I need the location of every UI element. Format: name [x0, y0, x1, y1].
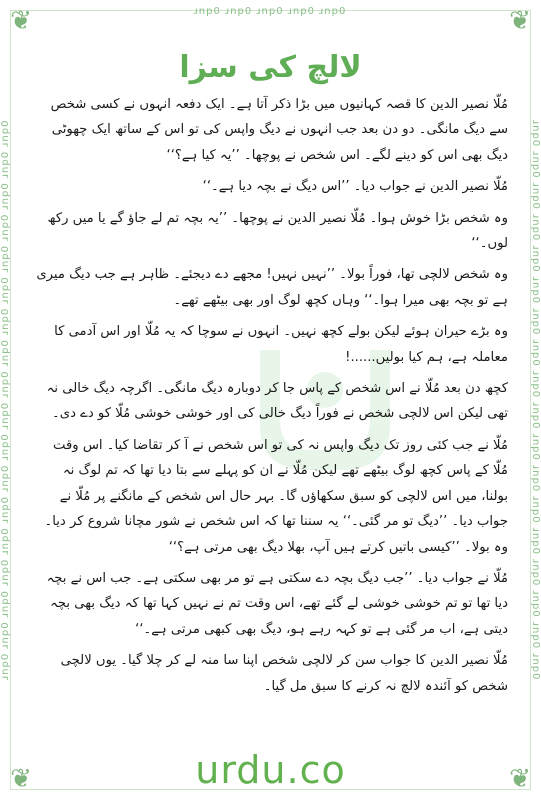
border-pattern-top: ɹnp0 ɹnp0 ɹnp0 ɹnp0 ɹnp0: [193, 6, 347, 17]
paragraph: مُلّا نصیر الدین کا جواب سن کر لالچی شخص اپنا سا منہ لے کر چلا گیا۔ یوں لالچی شخص کو آئندہ لالچ نہ کرنے کا سبق مل گیا۔: [60, 653, 508, 694]
corner-ornament-icon: ❦: [509, 764, 531, 794]
paragraph: وہ بڑے حیران ہوئے لیکن بولے کچھ نہیں۔ انہوں نے سوچا کہ یہ مُلّا اور اس آدمی کا معاملہ ہے، ہم کیا بولیں......!: [54, 324, 508, 365]
paragraph: وہ شخص لالچی تھا، فوراً بولا۔ ’’نہیں نہیں! مجھے دے دیجئے۔ ظاہر ہے جب دیگ میری ہے تو بچہ بھی میرا ہوا۔‘‘ وہاں کچھ لوگ اور بھی بیٹھے تھے۔: [36, 267, 508, 308]
paragraph: مُلّا نے جواب دیا۔ ’’جب دیگ بچہ دے سکتی ہے تو مر بھی سکتی ہے۔ جب اس نے بچہ دیا تھا تو تم خوشی خوشی لے گئے تھے، اس وقت تم نے نہیں کہا تھا کہ دیگ بھی بچہ دیتی ہے، اب مر گئی ہے تو کہہ رہے ہو، دیگ بھی کبھی مرتی ہے۔‘‘: [46, 570, 508, 637]
border-pattern-right: ɹnp0 ɹnp0 ɹnp0 ɹnp0 ɹnp0 ɹnp0 ɹnp0 ɹnp0 ɹnp0 ɹnp0 ɹnp0 ɹnp0 ɹnp0 ɹnp0 ɹnp0 ɹnp0 ɹnp0 ɹnp0: [530, 119, 541, 681]
site-logo-text[interactable]: urdu.co: [195, 748, 346, 792]
paragraph: مُلّا نصیر الدین نے جواب دیا۔ ’’اس دیگ نے بچہ دیا ہے۔‘‘: [202, 179, 508, 195]
story-body: [34, 92, 508, 705]
corner-ornament-icon: ❦: [10, 764, 32, 794]
border-pattern-left: ɹnp0 ɹnp0 ɹnp0 ɹnp0 ɹnp0 ɹnp0 ɹnp0 ɹnp0 ɹnp0 ɹnp0 ɹnp0 ɹnp0 ɹnp0 ɹnp0 ɹnp0 ɹnp0 ɹnp0 ɹnp0: [0, 119, 11, 681]
paragraph: کچھ دن بعد مُلّا نے اس شخص کے پاس جا کر دوبارہ دیگ مانگی۔ اگرچہ دیگ خالی نہ تھی لیکن اس لالچی شخص نے فوراً دیگ خالی کی اور خوشی خوشی مُلّا کو دے دی۔: [46, 381, 508, 422]
page-title: لالچ کی سزا: [179, 50, 362, 85]
paragraph: وہ شخص بڑا خوش ہوا۔ مُلّا نصیر الدین نے پوچھا۔ ’’یہ بچہ تم لے جاؤ گے یا میں رکھ لوں۔‘‘: [47, 210, 508, 252]
paragraph: مُلّا نصیر الدین کا قصہ کہانیوں میں بڑا ذکر آتا ہے۔ ایک دفعہ انہوں نے کسی شخص سے دیگ مانگی۔ دو دن بعد جب انہوں نے دیگ واپس کی تو اس کے ساتھ ایک چھوٹی دیگ بھی اس کو دینے لگے۔ اس شخص نے پوچھا۔ ’’یہ کیا ہے؟‘‘: [50, 97, 508, 163]
corner-ornament-icon: ❦: [10, 6, 32, 36]
paragraph: مُلّا نے جب کئی روز تک دیگ واپس نہ کی تو اس شخص نے آ کر تقاضا کیا۔ اس وقت مُلّا کے پاس کچھ لوگ بیٹھے تھے لیکن مُلّا نے ان کو پہلے سے بتا دیا تھا کہ تم لوگ نہ بولنا، میں اس لالچی کو سبق سکھاؤں گا۔ بہر حال اس شخص کے مانگنے پر مُلّا نے جواب دیا۔ ’’دیگ تو مر گئی۔‘‘ یہ سننا تھا کہ اس شخص نے شور مچانا شروع کر دیا۔ وہ بولا۔ ’’کیسی باتیں کرتے ہیں آپ، بھلا دیگ بھی مرتی ہے؟‘‘: [44, 437, 508, 555]
corner-ornament-icon: ❦: [509, 6, 531, 36]
